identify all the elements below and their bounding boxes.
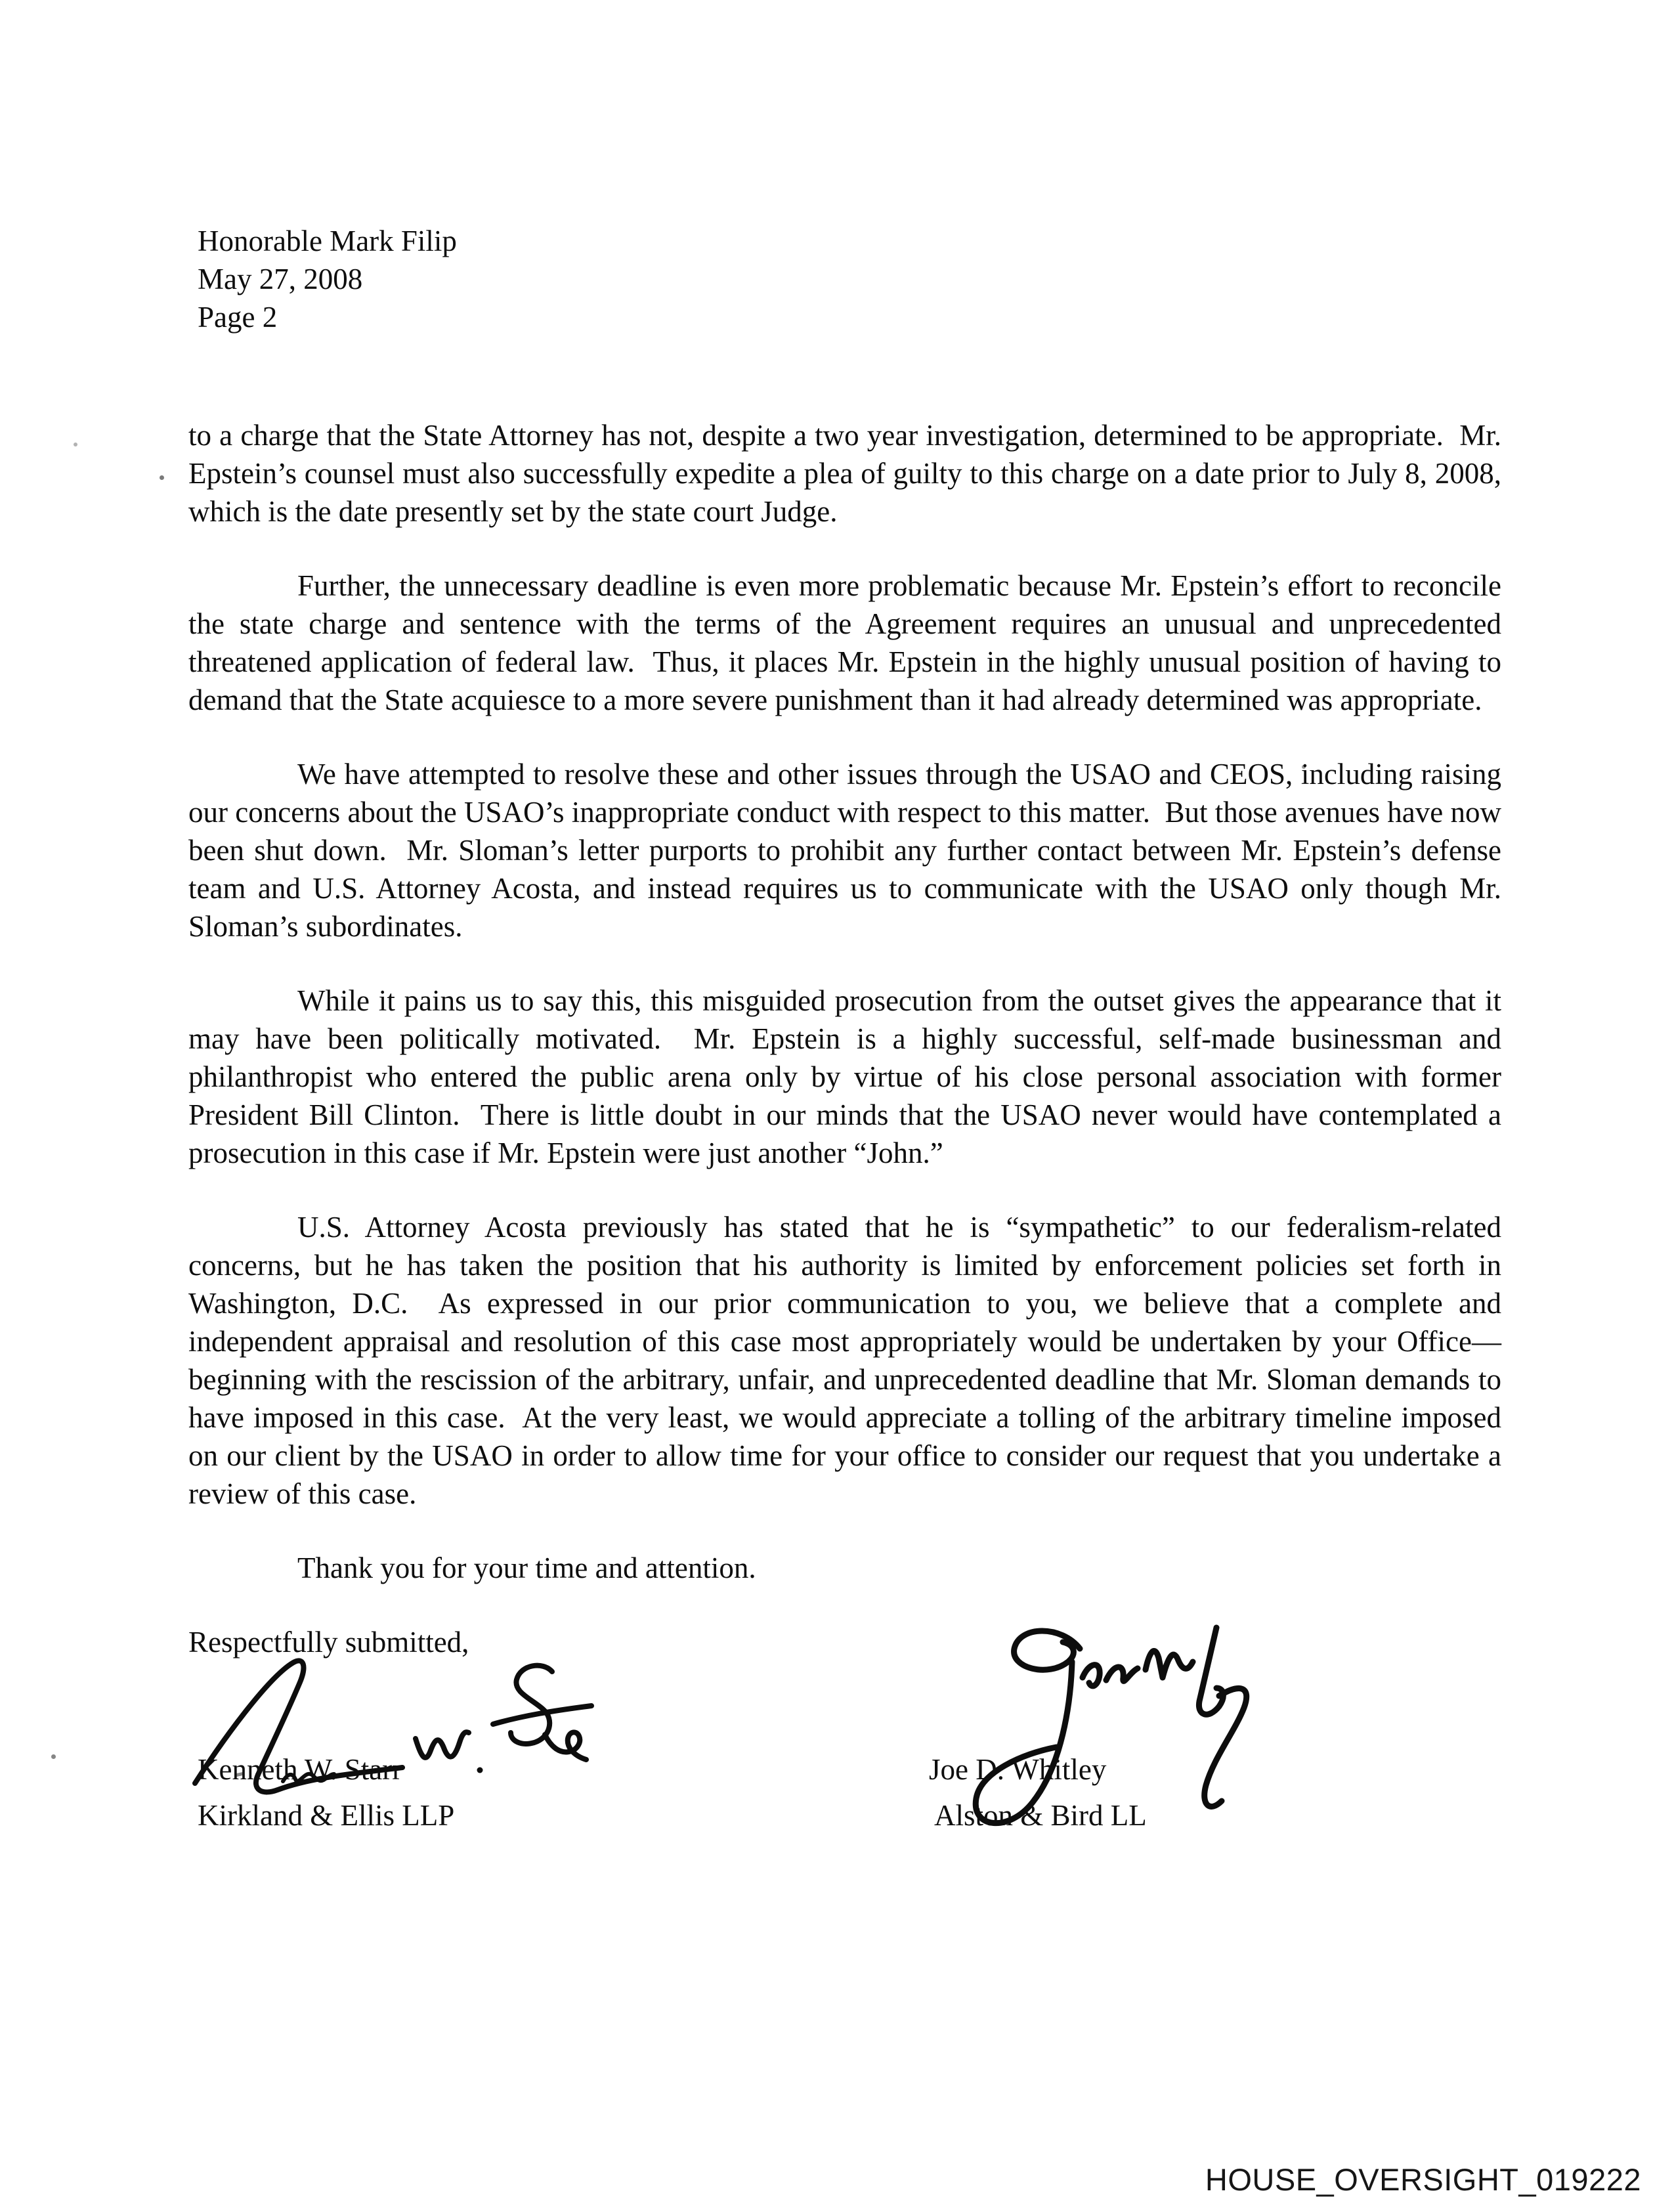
signatory-firm: Alston & Bird LL	[934, 1799, 1147, 1832]
scan-artifact	[51, 1754, 56, 1759]
scan-artifact	[74, 443, 77, 446]
signatory-starr	[188, 1746, 929, 1838]
thank-you-line: Thank you for your time and attention.	[297, 1551, 756, 1584]
letter-header	[188, 222, 1501, 336]
letter-body	[188, 222, 1509, 1838]
paragraph-1: to a charge that the State Attorney has not, despite a two year investigation, determined to be appropriate. Mr. Epstein’s counsel must also successfully expedite a plea of guilty to this charge on a date prior to July 8, 2008, which is the date presently set by the state court Judge.	[188, 419, 1509, 528]
signatory-firm: Kirkland & Ellis LLP	[198, 1799, 455, 1832]
bates-number: HOUSE_OVERSIGHT_019222	[1205, 2162, 1641, 2197]
signatory-name: Joe D. Whitley	[929, 1753, 1107, 1786]
scan-artifact	[160, 475, 164, 480]
letter-paragraphs	[188, 416, 1509, 1587]
letter-date: May 27, 2008	[198, 263, 363, 295]
recipient-name: Honorable Mark Filip	[198, 225, 457, 257]
signatory-name: Kenneth W. Starr	[198, 1753, 402, 1786]
signatory-names	[188, 1746, 1501, 1838]
paragraph-2: Further, the unnecessary deadline is even more problematic because Mr. Epstein’s effort to reconcile the state charge and sentence with the terms of the Agreement requires an unusual and unprecedented threatened application of federal law. Thus, it places Mr. Epstein in the highly unusual position of having to demand that the State acquiesce to a more severe punishment than it had already determined was appropriate.	[188, 569, 1509, 716]
closing-line: Respectfully submitted,	[188, 1626, 469, 1659]
paragraph-3: We have attempted to resolve these and other issues through the USAO and CEOS, including raising our concerns about the USAO’s inappropriate conduct with respect to this matter. But those avenues have now been shut down. Mr. Sloman’s letter purports to prohibit any further contact between Mr. Epstein’s defense team and U.S. Attorney Acosta, and instead requires us to communicate with the USAO only though Mr. Sloman’s subordinates.	[188, 758, 1509, 943]
page-number-label: Page 2	[198, 301, 278, 334]
paragraph-5: U.S. Attorney Acosta previously has stated that he is “sympathetic” to our federalism-related concerns, but he has taken the position that his authority is limited by enforcement policies set forth in Washington, D.C. As expressed in our prior communication to you, we believe that a complete and independent appraisal and resolution of this case most appropriately would be undertaken by your Office—beginning with the rescission of the arbitrary, unfair, and unprecedented deadline that Mr. Sloman demands to have imposed in this case. At the very least, we would appreciate a tolling of the arbitrary timeline imposed on our client by the USAO in order to allow time for your office to consider our request that you undertake a review of this case.	[188, 1211, 1509, 1510]
signature-area	[188, 1661, 1501, 1746]
paragraph-4: While it pains us to say this, this misguided prosecution from the outset gives the appearance that it may have been politically motivated. Mr. Epstein is a highly successful, self-made businessman and philanthropist who entered the public arena only by virtue of his close personal association with former President Bill Clinton. There is little doubt in our minds that the USAO never would have contemplated a prosecution in this case if Mr. Epstein were just another “John.”	[188, 984, 1509, 1169]
signatory-whitley	[929, 1746, 1501, 1838]
